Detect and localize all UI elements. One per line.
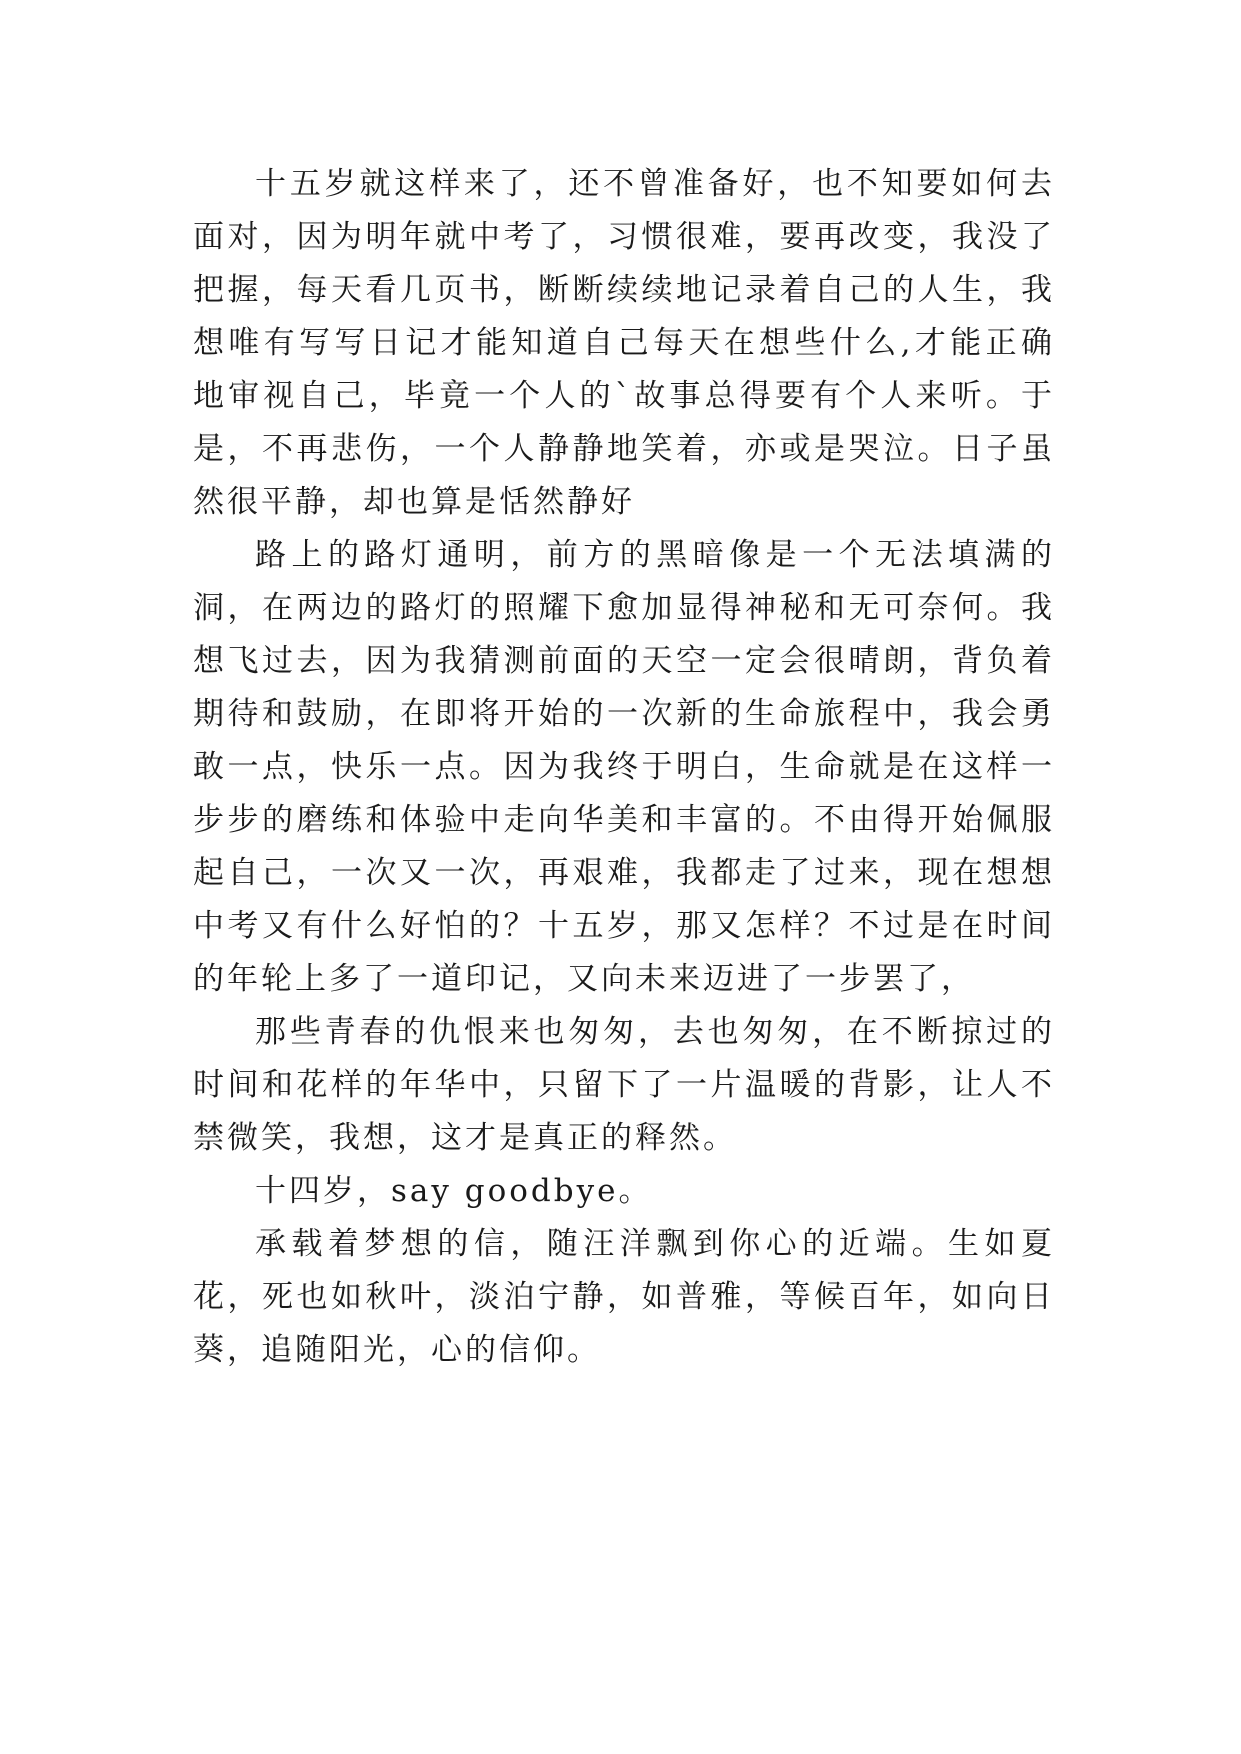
paragraph-1: 十五岁就这样来了，还不曾准备好，也不知要如何去面对，因为明年就中考了，习惯很难，要再改变，我没了把握，每天看几页书，断断续续地记录着自己的人生，我想唯有写写日记才能知道自己每天在想些什么,才能正确地审视自己，毕竟一个人的`故事总得要有个人来听。于是，不再悲伤，一个人静静地笑着，亦或是哭泣。日子虽然很平静，却也算是恬然静好 xyxy=(193,166,1055,520)
paragraph-4: 十四岁，say goodbye。 xyxy=(255,1173,653,1209)
document-body xyxy=(193,158,1055,1377)
paragraph-2: 路上的路灯通明，前方的黑暗像是一个无法填满的洞，在两边的路灯的照耀下愈加显得神秘和无可奈何。我想飞过去，因为我猜测前面的天空一定会很晴朗，背负着期待和鼓励，在即将开始的一次新的生命旅程中，我会勇敢一点，快乐一点。因为我终于明白，生命就是在这样一步步的磨练和体验中走向华美和丰富的。不由得开始佩服起自己，一次又一次，再艰难，我都走了过来，现在想想中考又有什么好怕的？十五岁，那又怎样？不过是在时间的年轮上多了一道印记，又向未来迈进了一步罢了， xyxy=(193,537,1055,997)
paragraph-5: 承载着梦想的信，随汪洋飘到你心的近端。生如夏花，死也如秋叶，淡泊宁静，如普雅，等候百年，如向日葵，追随阳光，心的信仰。 xyxy=(193,1226,1055,1368)
paragraph-3: 那些青春的仇恨来也匆匆，去也匆匆，在不断掠过的时间和花样的年华中，只留下了一片温暖的背影，让人不禁微笑，我想，这才是真正的释然。 xyxy=(193,1014,1055,1156)
